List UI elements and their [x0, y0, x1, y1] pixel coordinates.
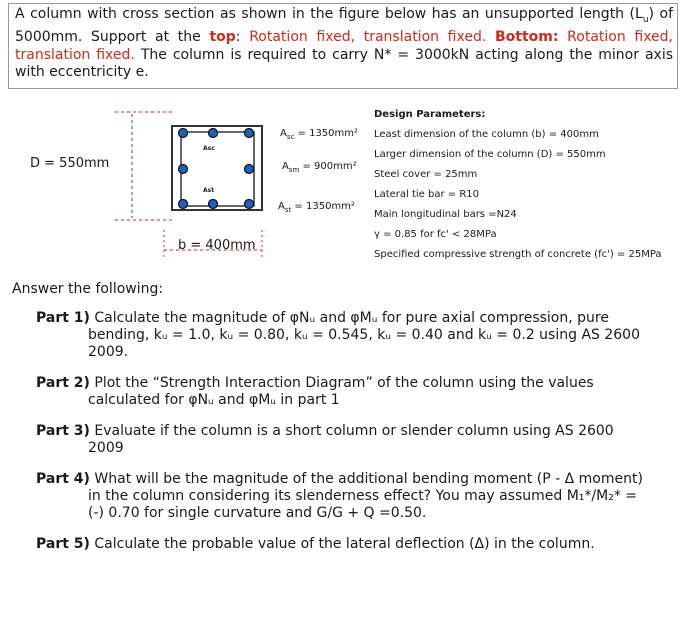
- part-text: Plot the “Strength Interaction Diagram” of the column using the values calculated for φNᵤ and φMᵤ in part 1: [88, 375, 594, 408]
- part-5: [36, 536, 648, 553]
- param-item: Specified compressive strength of concrete (fc') = 25MPa: [374, 249, 662, 260]
- part-text: Evaluate if the column is a short column or slender column using AS 2600 2009: [88, 423, 614, 456]
- part-text: What will be the magnitude of the additional bending moment (P - Δ moment) in the column considering its slenderness effect? You may assumed M₁*/M₂* = (-) 0.70 for single curvature and G/G + Q =0.50.: [88, 471, 643, 521]
- depth-dimension: D = 550mm: [30, 156, 110, 171]
- bar: [179, 165, 188, 174]
- part-label: Part 4): [36, 471, 90, 487]
- part-text: Calculate the probable value of the lateral deflection (Δ) in the column.: [94, 536, 595, 552]
- bottom-support-label: Bottom:: [495, 29, 559, 46]
- lu-subscript: u: [642, 14, 649, 25]
- intro-text: A column with cross section as shown in the figure below has an unsupported length (L: [15, 6, 643, 22]
- width-dimension: b = 400mm: [178, 238, 256, 253]
- problem-statement: [8, 3, 678, 89]
- column-cross-section-figure: [0, 100, 691, 270]
- ast-area-label: $A_{st} = 1350mm^2$: [278, 201, 355, 214]
- bottom-support-condition: Rotation fixed, translation fixed.: [15, 29, 674, 63]
- param-item: Least dimension of the column (b) = 400mm: [374, 129, 599, 140]
- answer-heading: Answer the following:: [12, 281, 164, 297]
- top-colon: :: [235, 29, 250, 46]
- bar: [179, 200, 188, 209]
- bar: [245, 165, 254, 174]
- param-item: γ = 0.85 for fc' < 28MPa: [374, 229, 497, 240]
- param-item: Lateral tie bar = R10: [374, 189, 479, 200]
- part-4: [36, 471, 648, 522]
- inner-ast-label: Ast: [203, 187, 215, 194]
- design-parameters-title: Design Parameters:: [374, 109, 486, 120]
- param-item: Main longitudinal bars =N24: [374, 209, 517, 220]
- intro-tail: The column is required to carry N* = 3000kN acting along the minor axis with eccentricity e.: [15, 46, 674, 81]
- part-label: Part 3): [36, 423, 90, 439]
- bar: [209, 200, 218, 209]
- bar: [245, 129, 254, 138]
- part-label: Part 2): [36, 375, 90, 391]
- design-parameters: [374, 105, 662, 265]
- bar: [245, 200, 254, 209]
- param-item: Larger dimension of the column (D) = 550mm: [374, 149, 606, 160]
- bar: [209, 129, 218, 138]
- part-text: Calculate the magnitude of φNᵤ and φMᵤ for pure axial compression, pure bending, kᵤ = 1.0, kᵤ = 0.80, kᵤ = 0.545, kᵤ = 0.40 and kᵤ = 0.2 using AS 2600 2009.: [88, 310, 640, 360]
- part-3: [36, 423, 648, 457]
- bar: [179, 129, 188, 138]
- part-2: [36, 375, 648, 409]
- asm-area-label: $A_{sm} = 900mm^2$: [282, 161, 357, 174]
- part-label: Part 1): [36, 310, 90, 326]
- top-support-condition: Rotation fixed, translation fixed.: [249, 29, 487, 46]
- part-1: [36, 310, 648, 361]
- part-label: Part 5): [36, 536, 90, 552]
- questions-section: [10, 281, 680, 567]
- param-item: Steel cover = 25mm: [374, 169, 478, 180]
- top-support-label: top: [209, 29, 236, 46]
- inner-asc-label: Asc: [203, 145, 215, 152]
- intro-text-2: ) of 5000mm. Support at the: [15, 6, 674, 46]
- asc-area-label: $A_{sc} = 1350mm^2$: [280, 128, 359, 141]
